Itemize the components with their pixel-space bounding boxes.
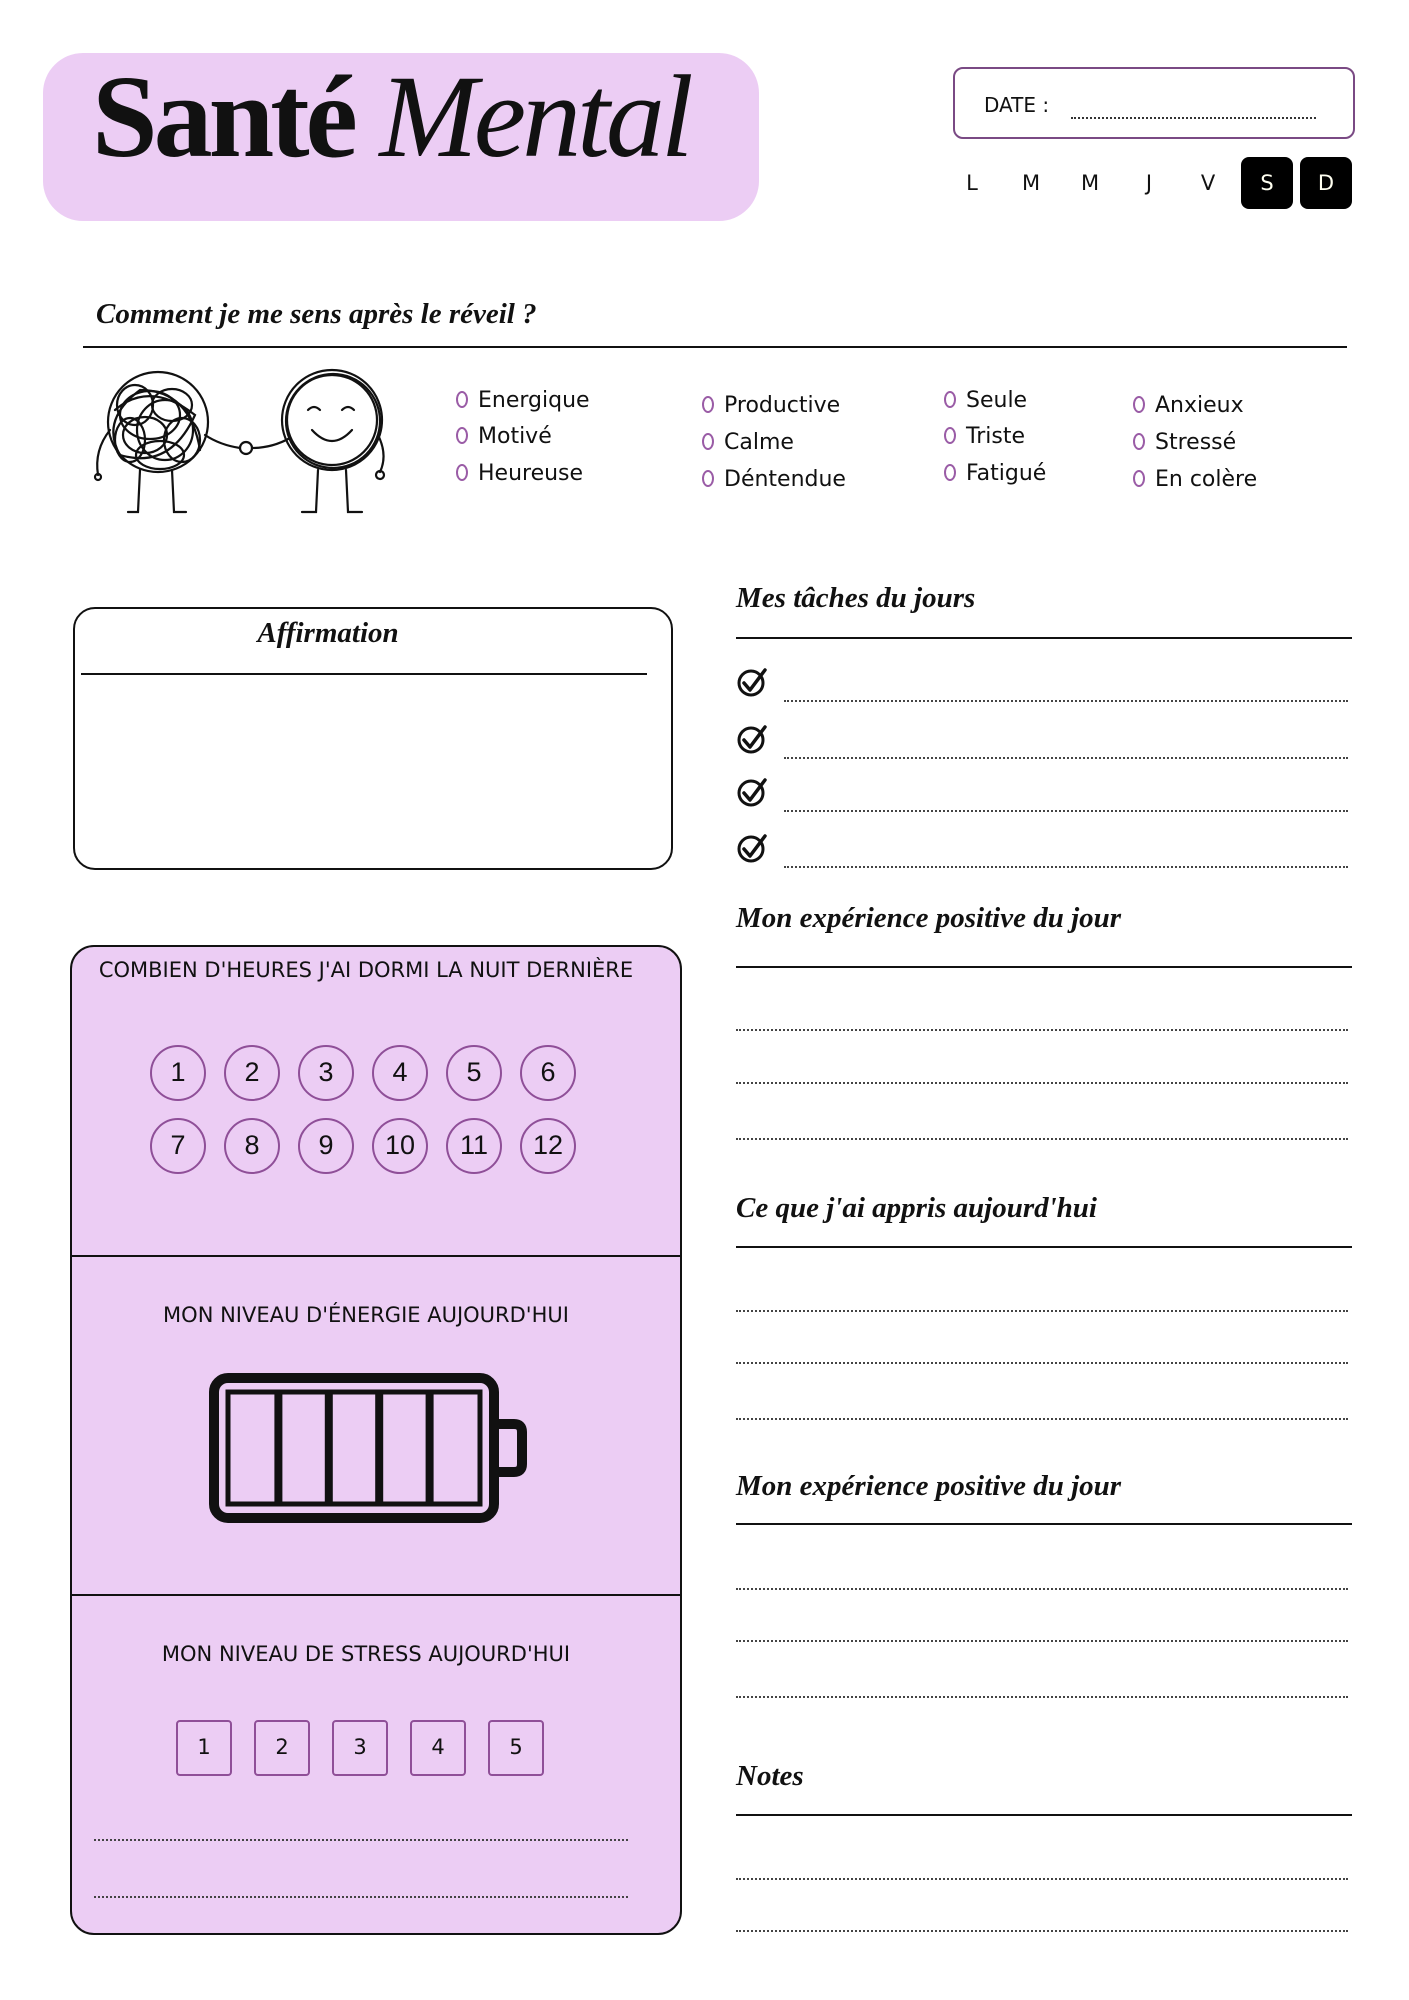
stress-notes-line[interactable]	[94, 1839, 628, 1841]
checkbox-ring-icon[interactable]	[456, 464, 468, 481]
mood-label: Déntendue	[724, 467, 846, 492]
mood-option[interactable]	[944, 426, 1025, 448]
stress-level-option[interactable]: 3	[332, 1720, 388, 1776]
mood-option[interactable]	[1133, 432, 1236, 454]
title-bold: Santé	[92, 51, 354, 182]
day-5[interactable]: S	[1241, 157, 1293, 209]
affirmation-title: Affirmation	[257, 617, 399, 649]
writing-line[interactable]	[736, 1878, 1348, 1880]
checkbox-ring-icon[interactable]	[944, 391, 956, 408]
stress-level-option[interactable]: 1	[176, 1720, 232, 1776]
sleep-hour-option[interactable]: 9	[298, 1118, 354, 1174]
sleep-hour-option[interactable]: 6	[520, 1045, 576, 1101]
scribble-character-icon	[95, 372, 240, 512]
sleep-hour-option[interactable]: 12	[520, 1118, 576, 1174]
writing-line[interactable]	[736, 1362, 1348, 1364]
positive-experience-rule	[736, 966, 1352, 968]
stress-notes-line[interactable]	[94, 1896, 628, 1898]
checkmark-circle-icon[interactable]	[736, 776, 768, 808]
mood-label: Energique	[478, 388, 590, 413]
sleep-hour-option[interactable]: 4	[372, 1045, 428, 1101]
mood-label: Seule	[966, 388, 1028, 413]
battery-icon[interactable]	[208, 1372, 528, 1524]
positive-experience-title: Mon expérience positive du jour	[736, 902, 1122, 934]
writing-line[interactable]	[736, 1138, 1348, 1140]
mood-option[interactable]	[702, 432, 794, 454]
sleep-hour-option[interactable]: 11	[446, 1118, 502, 1174]
writing-line[interactable]	[736, 1696, 1348, 1698]
task-line[interactable]	[784, 700, 1348, 702]
date-label: DATE :	[984, 93, 1050, 117]
mood-option[interactable]	[456, 390, 590, 412]
mood-option[interactable]	[944, 463, 1046, 485]
day-6[interactable]: D	[1300, 157, 1352, 209]
sleep-hour-option[interactable]: 3	[298, 1045, 354, 1101]
mood-label: Motivé	[478, 424, 552, 449]
sleep-hour-option[interactable]: 7	[150, 1118, 206, 1174]
characters-illustration	[90, 360, 400, 535]
title-italic: Mental	[379, 51, 690, 182]
checkbox-ring-icon[interactable]	[702, 433, 714, 450]
writing-line[interactable]	[736, 1418, 1348, 1420]
checkbox-ring-icon[interactable]	[944, 464, 956, 481]
writing-line[interactable]	[736, 1930, 1348, 1932]
sleep-hour-option[interactable]: 2	[224, 1045, 280, 1101]
stress-title: MON NIVEAU DE STRESS AUJOURD'HUI	[161, 1642, 571, 1666]
stress-level-option[interactable]: 5	[488, 1720, 544, 1776]
day-1[interactable]: M	[1021, 171, 1041, 195]
task-line[interactable]	[784, 866, 1348, 868]
learned-title: Ce que j'ai appris aujourd'hui	[736, 1192, 1097, 1224]
mood-option[interactable]	[456, 426, 552, 448]
mood-label: En colère	[1155, 467, 1258, 492]
task-line[interactable]	[784, 810, 1348, 812]
checkbox-ring-icon[interactable]	[702, 470, 714, 487]
writing-line[interactable]	[736, 1588, 1348, 1590]
tasks-title: Mes tâches du jours	[736, 582, 976, 614]
date-line	[1071, 117, 1316, 119]
checkbox-ring-icon[interactable]	[1133, 470, 1145, 487]
task-line[interactable]	[784, 757, 1348, 759]
notes-rule	[736, 1814, 1352, 1816]
mood-label: Stressé	[1155, 430, 1237, 455]
checkbox-ring-icon[interactable]	[944, 427, 956, 444]
sleep-hour-option[interactable]: 1	[150, 1045, 206, 1101]
mood-label: Anxieux	[1155, 393, 1244, 418]
checkbox-ring-icon[interactable]	[456, 427, 468, 444]
mood-label: Triste	[966, 424, 1025, 449]
mood-label: Productive	[724, 393, 841, 418]
sleep-title: COMBIEN D'HEURES J'AI DORMI LA NUIT DERNIÈRE	[98, 958, 634, 982]
smiley-character-icon	[252, 370, 384, 512]
mood-label: Heureuse	[478, 461, 584, 486]
checkmark-circle-icon[interactable]	[736, 832, 768, 864]
day-0[interactable]: L	[966, 171, 978, 195]
positive-experience-title-2: Mon expérience positive du jour	[736, 1470, 1122, 1502]
checkbox-ring-icon[interactable]	[1133, 433, 1145, 450]
mood-question: Comment je me sens après le réveil ?	[96, 298, 537, 330]
mood-option[interactable]	[702, 395, 840, 417]
affirmation-rule	[81, 673, 647, 675]
writing-line[interactable]	[736, 1082, 1348, 1084]
mood-label: Fatigué	[966, 461, 1047, 486]
stress-level-option[interactable]: 4	[410, 1720, 466, 1776]
panel-divider	[70, 1255, 682, 1257]
sleep-hour-option[interactable]: 10	[372, 1118, 428, 1174]
learned-rule	[736, 1246, 1352, 1248]
checkmark-circle-icon[interactable]	[736, 666, 768, 698]
checkbox-ring-icon[interactable]	[702, 396, 714, 413]
mood-option[interactable]	[1133, 469, 1257, 491]
day-4[interactable]: V	[1200, 171, 1216, 195]
mood-label: Calme	[724, 430, 794, 455]
writing-line[interactable]	[736, 1029, 1348, 1031]
stress-level-option[interactable]: 2	[254, 1720, 310, 1776]
checkbox-ring-icon[interactable]	[456, 391, 468, 408]
mood-option[interactable]	[702, 469, 846, 491]
day-3[interactable]: J	[1145, 171, 1153, 195]
writing-line[interactable]	[736, 1640, 1348, 1642]
mood-option[interactable]	[944, 390, 1027, 412]
writing-line[interactable]	[736, 1310, 1348, 1312]
sleep-hour-option[interactable]: 8	[224, 1118, 280, 1174]
panel-divider	[70, 1594, 682, 1596]
checkmark-circle-icon[interactable]	[736, 723, 768, 755]
tasks-rule	[736, 637, 1352, 639]
positive-experience-rule-2	[736, 1523, 1352, 1525]
mood-option[interactable]	[1133, 395, 1244, 417]
page-title	[92, 51, 690, 182]
mood-rule	[83, 346, 1347, 348]
day-2[interactable]: M	[1080, 171, 1100, 195]
checkbox-ring-icon[interactable]	[1133, 396, 1145, 413]
notes-title: Notes	[736, 1760, 804, 1792]
energy-title: MON NIVEAU D'ÉNERGIE AUJOURD'HUI	[163, 1303, 569, 1327]
mood-option[interactable]	[456, 463, 583, 485]
sleep-hour-option[interactable]: 5	[446, 1045, 502, 1101]
